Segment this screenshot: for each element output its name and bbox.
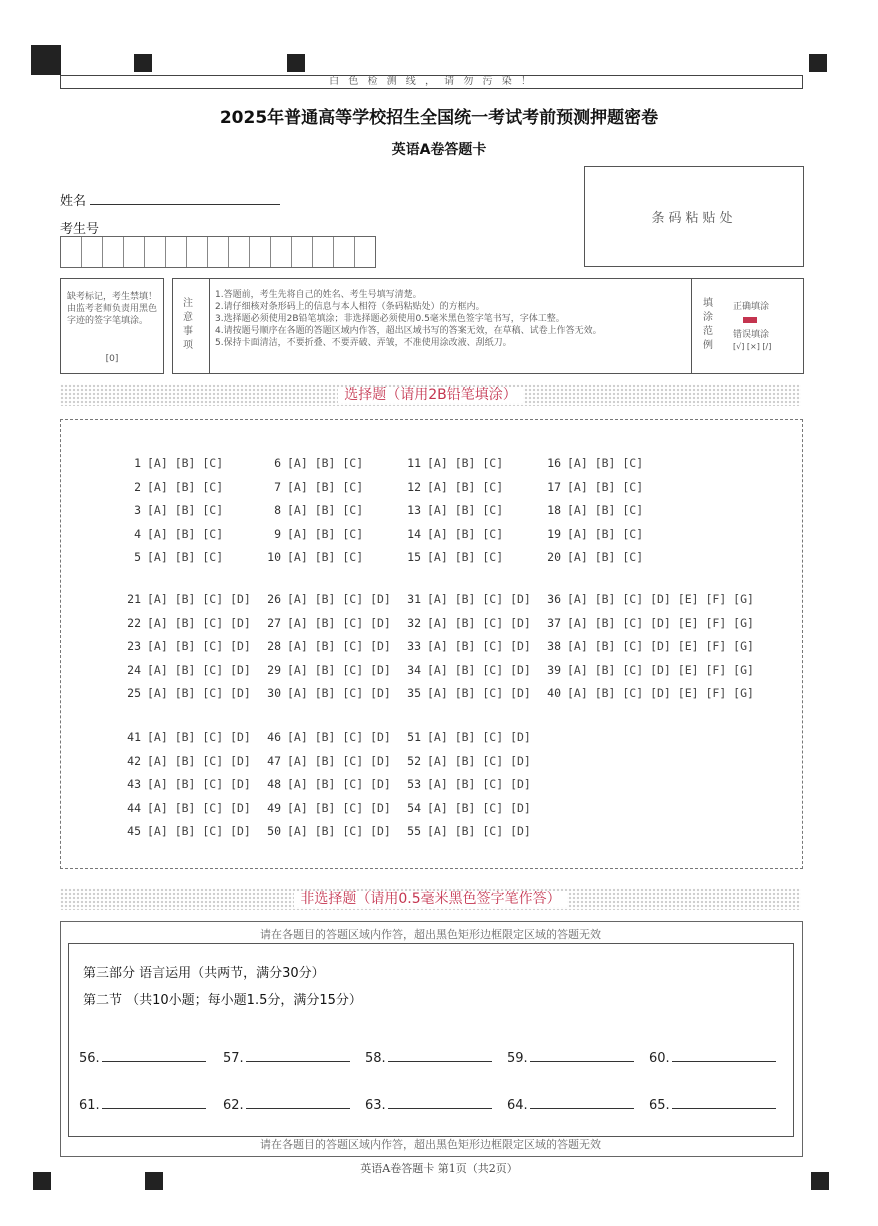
answer-options[interactable]: [A] [B] [C] — [567, 526, 644, 541]
question-number: 38 — [547, 639, 561, 653]
answer-options[interactable]: [A] [B] [C] — [147, 550, 224, 564]
question-number: 36 — [547, 592, 561, 606]
notes-label: 注意事项 — [183, 298, 193, 351]
answer-options[interactable]: [A] [B] [C] [D] — [427, 800, 531, 815]
answer-options[interactable]: [A] [B] [C] [D] [E] [F] [G] — [567, 592, 754, 606]
mcq-question-8[interactable] — [261, 503, 363, 517]
blank-number: 59. — [507, 1051, 528, 1066]
notes-list — [215, 289, 685, 349]
mcq-question-25[interactable] — [121, 686, 251, 700]
mcq-question-50[interactable] — [261, 824, 391, 838]
answer-blank-62[interactable] — [223, 1096, 350, 1113]
answer-options[interactable]: [A] [B] [C] — [427, 503, 504, 517]
answer-options[interactable]: [A] [B] [C] — [427, 456, 504, 470]
question-number: 30 — [267, 686, 281, 700]
mcq-question-4[interactable] — [121, 527, 223, 541]
question-number: 47 — [267, 753, 281, 768]
mcq-question-55[interactable] — [401, 824, 531, 838]
mcq-question-29[interactable] — [261, 663, 391, 677]
page-footer: 英语A卷答题卡 第1页（共2页） — [360, 1162, 518, 1175]
mcq-question-44[interactable] — [121, 801, 251, 815]
answer-options[interactable]: [A] [B] [C] — [147, 526, 224, 541]
mcq-question-15[interactable] — [401, 550, 503, 564]
answer-options[interactable]: [A] [B] [C] [D] — [427, 730, 531, 744]
mcq-question-26[interactable] — [261, 592, 391, 606]
question-number: 24 — [127, 662, 141, 677]
answer-options[interactable]: [A] [B] [C] [D] — [147, 777, 251, 791]
timing-mark — [809, 54, 827, 72]
section-title: 第二节 （共10小题；每小题1.5分，满分15分） — [83, 993, 362, 1008]
question-number: 23 — [127, 639, 141, 653]
answer-blank-56[interactable] — [79, 1049, 206, 1066]
timing-mark — [134, 54, 152, 72]
answer-options[interactable]: [A] [B] [C] [D] — [427, 686, 531, 700]
answer-options[interactable]: [A] [B] [C] [D] — [147, 686, 251, 700]
answer-blank-57[interactable] — [223, 1049, 350, 1066]
question-number: 27 — [267, 615, 281, 630]
question-number: 46 — [267, 730, 281, 744]
page-subtitle: 英语A卷答题卡 — [391, 142, 487, 158]
mcq-question-7[interactable] — [261, 480, 363, 494]
answer-blank-61[interactable] — [79, 1096, 206, 1113]
absent-marker-text: 缺考标记，考生禁填！由监考老师负责用黑色字迹的签字笔填涂。 — [67, 292, 158, 326]
question-number: 39 — [547, 662, 561, 677]
question-number: 35 — [407, 686, 421, 700]
mcq-question-30[interactable] — [261, 686, 391, 700]
answer-options[interactable]: [A] [B] [C] [D] — [427, 662, 531, 677]
mcq-question-41[interactable] — [121, 730, 251, 744]
mcq-question-46[interactable] — [261, 730, 391, 744]
name-field[interactable] — [90, 190, 280, 205]
mcq-question-18[interactable] — [541, 503, 643, 517]
answer-options[interactable]: [A] [B] [C] [D] — [147, 800, 251, 815]
blank-number: 65. — [649, 1098, 670, 1113]
mcq-question-23[interactable] — [121, 639, 251, 653]
question-number: 25 — [127, 686, 141, 700]
question-number: 34 — [407, 662, 421, 677]
mcq-question-2[interactable] — [121, 480, 223, 494]
mcq-question-22[interactable] — [121, 616, 251, 630]
question-number: 51 — [407, 730, 421, 744]
mcq-question-51[interactable] — [401, 730, 531, 744]
question-number: 5 — [134, 550, 141, 564]
blank-line[interactable] — [530, 1049, 634, 1062]
blank-line[interactable] — [246, 1096, 350, 1109]
question-number: 1 — [134, 456, 141, 470]
note-item: 5.保持卡面清洁，不要折叠、不要弄破、弄皱，不准使用涂改液、刮纸刀。 — [215, 338, 512, 348]
blank-line[interactable] — [246, 1049, 350, 1062]
question-number: 14 — [407, 526, 421, 541]
answer-options[interactable]: [A] [B] [C] [D] — [287, 730, 391, 744]
answer-options[interactable]: [A] [B] [C] [D] — [287, 686, 391, 700]
question-number: 48 — [267, 777, 281, 791]
blank-line[interactable] — [102, 1049, 206, 1062]
fill-example-label: 填涂范例 — [703, 298, 713, 351]
mcq-question-33[interactable] — [401, 639, 531, 653]
blank-number: 60. — [649, 1051, 670, 1066]
answer-options[interactable]: [A] [B] [C] [D] — [287, 753, 391, 768]
question-number: 11 — [407, 456, 421, 470]
answer-options[interactable]: [A] [B] [C] — [567, 479, 644, 494]
answer-options[interactable]: [A] [B] [C] [D] [E] [F] [G] — [567, 615, 754, 630]
name-label: 姓名 — [60, 194, 87, 209]
answer-options[interactable]: [A] [B] [C] [D] — [287, 777, 391, 791]
question-number: 45 — [127, 824, 141, 838]
blank-line[interactable] — [102, 1096, 206, 1109]
question-number: 16 — [547, 456, 561, 470]
answer-options[interactable]: [A] [B] [C] [D] [E] [F] [G] — [567, 662, 754, 677]
mcq-question-34[interactable] — [401, 663, 531, 677]
answer-blank-59[interactable] — [507, 1049, 634, 1066]
timing-mark — [287, 54, 305, 72]
mcq-question-45[interactable] — [121, 824, 251, 838]
answer-options[interactable]: [A] [B] [C] [D] — [287, 615, 391, 630]
mcq-question-3[interactable] — [121, 503, 223, 517]
question-number: 33 — [407, 639, 421, 653]
blank-line[interactable] — [672, 1096, 776, 1109]
part-title: 第三部分 语言运用（共两节，满分30分） — [83, 966, 325, 981]
mcq-question-40[interactable] — [541, 686, 754, 700]
answer-options[interactable]: [A] [B] [C] — [147, 456, 224, 470]
question-number: 55 — [407, 824, 421, 838]
answer-options[interactable]: [A] [B] [C] [D] [E] [F] [G] — [567, 686, 754, 700]
question-number: 37 — [547, 615, 561, 630]
question-number: 54 — [407, 800, 421, 815]
question-number: 9 — [274, 526, 281, 541]
note-item: 3.选择题必须使用2B铅笔填涂；非选择题必须使用0.5毫米黑色签字笔书写，字体工整。 — [215, 314, 565, 324]
note-item: 2.请仔细核对条形码上的信息与本人相符（条码粘贴处）的方框内。 — [215, 302, 485, 312]
absent-checkbox[interactable]: [0] — [105, 354, 119, 364]
question-number: 26 — [267, 592, 281, 606]
blank-line[interactable] — [388, 1096, 492, 1109]
answer-blank-60[interactable] — [649, 1049, 776, 1066]
candidate-id-label: 考生号 — [60, 222, 100, 237]
answer-options[interactable]: [A] [B] [C] [D] — [427, 615, 531, 630]
blank-number: 64. — [507, 1098, 528, 1113]
answer-options[interactable]: [A] [B] [C] [D] — [427, 777, 531, 791]
note-item: 1.答题前，考生先将自己的姓名、考生号填写清楚。 — [215, 290, 422, 300]
answer-options[interactable]: [A] [B] [C] [D] — [147, 662, 251, 677]
answer-options[interactable]: [A] [B] [C] [D] — [147, 615, 251, 630]
question-number: 12 — [407, 479, 421, 494]
question-number: 20 — [547, 550, 561, 564]
answer-options[interactable]: [A] [B] [C] [D] — [287, 592, 391, 606]
question-number: 22 — [127, 615, 141, 630]
question-number: 2 — [134, 479, 141, 494]
question-number: 32 — [407, 615, 421, 630]
mcq-question-42[interactable] — [121, 754, 251, 768]
mcq-question-47[interactable] — [261, 754, 391, 768]
mcq-question-27[interactable] — [261, 616, 391, 630]
mcq-question-39[interactable] — [541, 663, 754, 677]
blank-number: 56. — [79, 1051, 100, 1066]
mcq-question-49[interactable] — [261, 801, 391, 815]
answer-options[interactable]: [A] [B] [C] — [567, 550, 644, 564]
question-number: 49 — [267, 800, 281, 815]
question-number: 7 — [274, 479, 281, 494]
answer-blank-64[interactable] — [507, 1096, 634, 1113]
answer-options[interactable]: [A] [B] [C] — [567, 456, 644, 470]
blank-number: 57. — [223, 1051, 244, 1066]
wrong-fill-samples: [√] [×] [/] — [733, 342, 772, 351]
question-number: 28 — [267, 639, 281, 653]
mcq-question-17[interactable] — [541, 480, 643, 494]
question-number: 15 — [407, 550, 421, 564]
barcode-area: 条码粘贴处 — [584, 166, 804, 267]
question-number: 43 — [127, 777, 141, 791]
blank-number: 58. — [365, 1051, 386, 1066]
blank-number: 63. — [365, 1098, 386, 1113]
answer-options[interactable]: [A] [B] [C] [D] — [427, 824, 531, 838]
answer-options[interactable]: [A] [B] [C] — [427, 550, 504, 564]
answer-options[interactable]: [A] [B] [C] — [147, 503, 224, 517]
answer-options[interactable]: [A] [B] [C] [D] — [287, 662, 391, 677]
nonmcq-heading: 非选择题（请用0.5毫米黑色签字笔作答） — [60, 888, 801, 910]
mcq-question-1[interactable] — [121, 456, 223, 470]
question-number: 19 — [547, 526, 561, 541]
answer-options[interactable]: [A] [B] [C] — [147, 479, 224, 494]
answer-region — [68, 943, 794, 1137]
mcq-question-24[interactable] — [121, 663, 251, 677]
mcq-question-5[interactable] — [121, 550, 223, 564]
question-number: 10 — [267, 550, 281, 564]
notes-box — [172, 278, 804, 374]
candidate-id-boxes[interactable] — [60, 236, 376, 268]
mcq-question-13[interactable] — [401, 503, 503, 517]
question-number: 53 — [407, 777, 421, 791]
question-number: 21 — [127, 592, 141, 606]
answer-options[interactable]: [A] [B] [C] [D] [E] [F] [G] — [567, 639, 754, 653]
mcq-question-31[interactable] — [401, 592, 531, 606]
answer-warning-top: 请在各题目的答题区域内作答，超出黑色矩形边框限定区域的答题无效 — [260, 928, 601, 941]
mcq-question-14[interactable] — [401, 527, 503, 541]
mcq-area — [60, 419, 803, 869]
blank-line[interactable] — [672, 1049, 776, 1062]
mcq-question-12[interactable] — [401, 480, 503, 494]
wrong-fill-label: 错误填涂 — [733, 330, 770, 340]
blank-line[interactable] — [388, 1049, 492, 1062]
absent-marker-box — [60, 278, 164, 374]
mcq-question-53[interactable] — [401, 777, 531, 791]
answer-options[interactable]: [A] [B] [C] — [287, 456, 364, 470]
answer-blank-65[interactable] — [649, 1096, 776, 1113]
question-number: 50 — [267, 824, 281, 838]
blank-number: 61. — [79, 1098, 100, 1113]
mcq-question-48[interactable] — [261, 777, 391, 791]
answer-options[interactable]: [A] [B] [C] [D] — [427, 639, 531, 653]
question-number: 17 — [547, 479, 561, 494]
question-number: 42 — [127, 753, 141, 768]
answer-options[interactable]: [A] [B] [C] — [427, 526, 504, 541]
answer-options[interactable]: [A] [B] [C] — [287, 526, 364, 541]
mcq-question-54[interactable] — [401, 801, 531, 815]
question-number: 3 — [134, 503, 141, 517]
question-number: 29 — [267, 662, 281, 677]
answer-options[interactable]: [A] [B] [C] [D] — [287, 824, 391, 838]
mcq-heading: 选择题（请用2B铅笔填涂） — [60, 384, 801, 406]
mcq-question-36[interactable] — [541, 592, 754, 606]
mcq-question-19[interactable] — [541, 527, 643, 541]
question-number: 31 — [407, 592, 421, 606]
answer-options[interactable]: [A] [B] [C] — [287, 503, 364, 517]
answer-options[interactable]: [A] [B] [C] [D] — [147, 730, 251, 744]
answer-options[interactable]: [A] [B] [C] — [427, 479, 504, 494]
answer-warning-bottom: 请在各题目的答题区域内作答，超出黑色矩形边框限定区域的答题无效 — [260, 1138, 601, 1151]
mcq-question-52[interactable] — [401, 754, 531, 768]
mcq-question-43[interactable] — [121, 777, 251, 791]
correct-fill-sample — [743, 317, 757, 323]
mcq-question-32[interactable] — [401, 616, 531, 630]
question-number: 52 — [407, 753, 421, 768]
mcq-question-10[interactable] — [261, 550, 363, 564]
answer-blank-58[interactable] — [365, 1049, 492, 1066]
answer-options[interactable]: [A] [B] [C] — [287, 479, 364, 494]
answer-options[interactable]: [A] [B] [C] — [567, 503, 644, 517]
answer-options[interactable]: [A] [B] [C] [D] — [427, 592, 531, 606]
blank-line[interactable] — [530, 1096, 634, 1109]
page-title: 2025年普通高等学校招生全国统一考试考前预测押题密卷 — [219, 108, 659, 128]
answer-options[interactable]: [A] [B] [C] [D] — [287, 800, 391, 815]
white-detection-strip: 白 色 检 测 线 ， 请 勿 污 染 ！ — [60, 75, 803, 89]
mcq-question-16[interactable] — [541, 456, 643, 470]
question-number: 40 — [547, 686, 561, 700]
answer-options[interactable]: [A] [B] [C] [D] — [147, 639, 251, 653]
mcq-question-35[interactable] — [401, 686, 531, 700]
answer-blank-63[interactable] — [365, 1096, 492, 1113]
note-item: 4.请按题号顺序在各题的答题区域内作答，超出区域书写的答案无效，在草稿、试卷上作答无效。 — [215, 326, 602, 336]
mcq-question-6[interactable] — [261, 456, 363, 470]
question-number: 8 — [274, 503, 281, 517]
answer-options[interactable]: [A] [B] [C] — [287, 550, 364, 564]
answer-options[interactable]: [A] [B] [C] [D] — [147, 824, 251, 838]
question-number: 44 — [127, 800, 141, 815]
mcq-question-11[interactable] — [401, 456, 503, 470]
question-number: 13 — [407, 503, 421, 517]
mcq-question-28[interactable] — [261, 639, 391, 653]
question-number: 4 — [134, 526, 141, 541]
mcq-question-38[interactable] — [541, 639, 754, 653]
blank-number: 62. — [223, 1098, 244, 1113]
mcq-question-37[interactable] — [541, 616, 754, 630]
answer-options[interactable]: [A] [B] [C] [D] — [287, 639, 391, 653]
question-number: 18 — [547, 503, 561, 517]
answer-options[interactable]: [A] [B] [C] [D] — [147, 592, 251, 606]
question-number: 41 — [127, 730, 141, 744]
question-number: 6 — [274, 456, 281, 470]
mcq-question-9[interactable] — [261, 527, 363, 541]
correct-fill-label: 正确填涂 — [733, 302, 770, 312]
mcq-question-21[interactable] — [121, 592, 251, 606]
answer-options[interactable]: [A] [B] [C] [D] — [427, 753, 531, 768]
answer-options[interactable]: [A] [B] [C] [D] — [147, 753, 251, 768]
timing-mark — [31, 45, 61, 75]
mcq-question-20[interactable] — [541, 550, 643, 564]
